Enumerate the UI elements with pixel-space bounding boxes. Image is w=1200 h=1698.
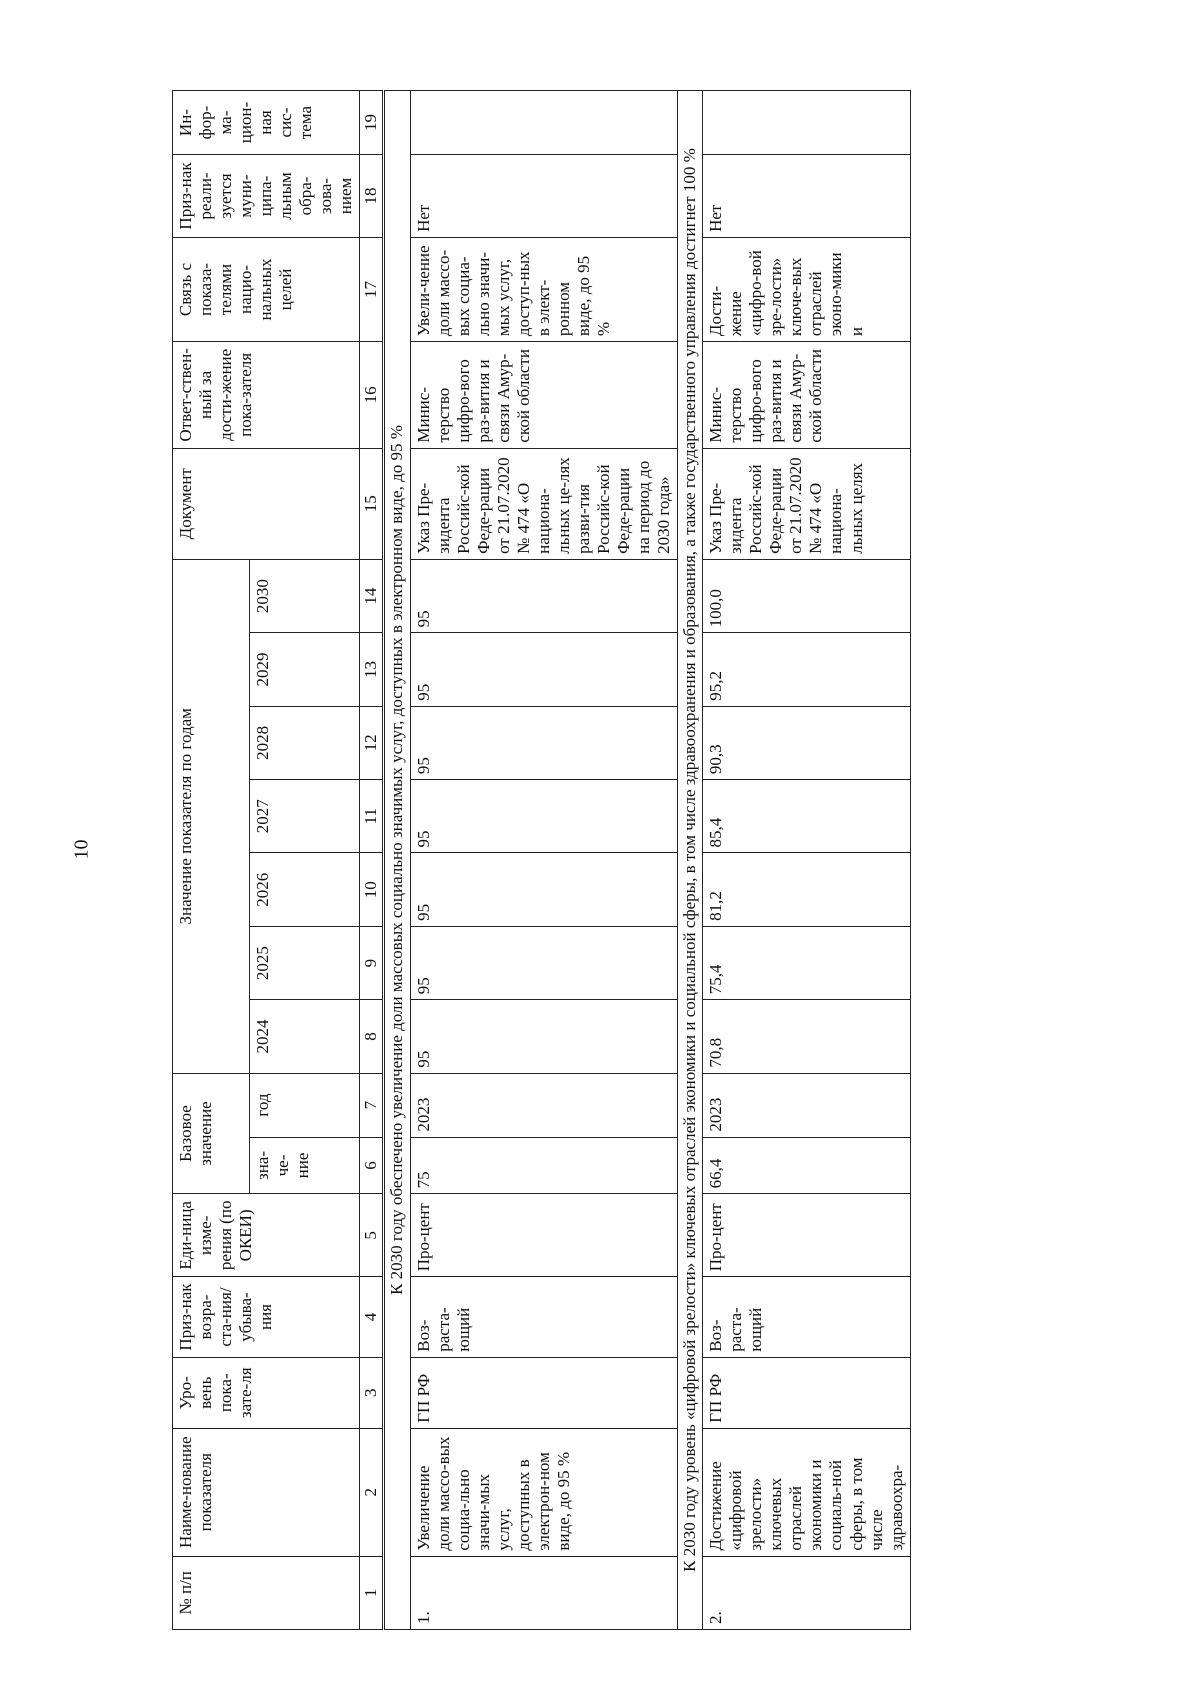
- row-resp: Минис-терство цифро-вого раз-вития и связи Амур-ской области: [410, 342, 678, 449]
- row-value: 95: [410, 633, 678, 706]
- row-link: Дости-жение «цифро-вой зре-лости» ключе-вых отраслей эконо-мики и: [703, 237, 910, 341]
- header-name: Наиме-нование показателя: [173, 1428, 360, 1556]
- row-base-value: 75: [410, 1137, 678, 1194]
- row-base-year: 2023: [410, 1073, 678, 1137]
- row-num: 2.: [703, 1556, 910, 1629]
- row-value: 95: [410, 926, 678, 999]
- header-unit: Еди-ница изме-рения (по ОКЕИ): [173, 1194, 360, 1277]
- indicator-table-wrapper: [172, 90, 1102, 1630]
- header-num: № п/п: [173, 1556, 360, 1629]
- row-value: 85,4: [703, 780, 910, 853]
- column-number: 2: [360, 1428, 384, 1556]
- column-number: 14: [360, 559, 384, 632]
- row-trend: Воз-раста-ющий: [703, 1277, 910, 1357]
- row-name: Увеличение доли массо-вых социа-льно значи-мых услуг, доступных в электрон-ном виде, до 95 %: [410, 1428, 678, 1556]
- column-number: 1: [360, 1556, 384, 1629]
- column-number: 6: [360, 1137, 384, 1194]
- row-value: 81,2: [703, 853, 910, 926]
- row-level: ГП РФ: [410, 1357, 678, 1428]
- header-row-1: [173, 91, 250, 1630]
- row-value: 90,3: [703, 706, 910, 779]
- row-value: 95: [410, 706, 678, 779]
- table-row: [410, 91, 678, 1630]
- row-value: 95: [410, 1000, 678, 1073]
- column-number: 3: [360, 1357, 384, 1428]
- header-municipal: Приз-нак реали-зуется муни-ципа-льным обра-зова-нием: [173, 155, 360, 238]
- row-trend: Воз-раста-ющий: [410, 1277, 678, 1357]
- column-number: 18: [360, 155, 384, 238]
- row-info: [410, 91, 678, 155]
- header-resp: Ответ-ствен-ный за дости-жение пока-зателя: [173, 342, 360, 449]
- row-unit: Про-цент: [410, 1194, 678, 1277]
- header-doc: Документ: [173, 448, 360, 559]
- header-trend: Приз-нак возра-ста-ния/ убыва-ния: [173, 1277, 360, 1357]
- indicator-table: [172, 90, 911, 1630]
- column-number: 4: [360, 1277, 384, 1357]
- header-year: 2025: [250, 926, 360, 999]
- page-number: 10: [70, 839, 93, 860]
- column-number: 10: [360, 853, 384, 926]
- header-link: Связь с показа-телями нацио-нальных целей: [173, 237, 360, 341]
- column-number: 16: [360, 342, 384, 449]
- row-value: 95: [410, 853, 678, 926]
- header-year: 2027: [250, 780, 360, 853]
- header-year: 2024: [250, 1000, 360, 1073]
- row-name: Достижение «цифровой зрелости» ключевых отраслей экономики и социаль-ной сферы, в том числе здравоохра-: [703, 1428, 910, 1556]
- header-year: 2030: [250, 559, 360, 632]
- header-year: 2028: [250, 706, 360, 779]
- row-link: Увели-чение доли массо-вых социа-льно значи-мых услуг, доступ-ных в элект-ронном виде, до 95 %: [410, 237, 678, 341]
- table-row: [703, 91, 910, 1630]
- row-info: [703, 91, 910, 155]
- column-number: 19: [360, 91, 384, 155]
- row-value: 75,4: [703, 926, 910, 999]
- row-level: ГП РФ: [703, 1357, 910, 1428]
- goal-text: К 2030 году уровень «цифровой зрелости» ключевых отраслей экономики и социальной сферы, в том числе здравоохранения и образования, а также государственного управления достигнет 100 %: [678, 91, 703, 1630]
- row-doc: Указ Пре-зидента Российс-кой Феде-рации от 21.07.2020 № 474 «О национа-льных целях: [703, 448, 910, 559]
- header-base: Базовое значение: [173, 1073, 250, 1194]
- header-base-value: зна-че-ние: [250, 1137, 360, 1194]
- column-number: 9: [360, 926, 384, 999]
- row-doc: Указ Пре-зидента Российс-кой Феде-рации от 21.07.2020 № 474 «О национа-льных це-лях разви-тия Российс-кой Феде-рации на период до 2030 года»: [410, 448, 678, 559]
- column-number: 8: [360, 1000, 384, 1073]
- goal-text: К 2030 году обеспечено увеличение доли массовых социально значимых услуг, доступных в электронном виде, до 95 %: [384, 91, 410, 1630]
- row-base-year: 2023: [703, 1073, 910, 1137]
- header-year: 2029: [250, 633, 360, 706]
- row-base-value: 66,4: [703, 1137, 910, 1194]
- row-num: 1.: [410, 1556, 678, 1629]
- column-number: 11: [360, 780, 384, 853]
- row-value: 95: [410, 559, 678, 632]
- column-number: 15: [360, 448, 384, 559]
- row-value: 100,0: [703, 559, 910, 632]
- row-unit: Про-цент: [703, 1194, 910, 1277]
- row-value: 70,8: [703, 1000, 910, 1073]
- row-municipal: Нет: [410, 155, 678, 238]
- row-value: 95,2: [703, 633, 910, 706]
- row-resp: Минис-терство цифро-вого раз-вития и связи Амур-ской области: [703, 342, 910, 449]
- column-number: 7: [360, 1073, 384, 1137]
- column-number: 12: [360, 706, 384, 779]
- column-number: 17: [360, 237, 384, 341]
- row-value: 95: [410, 780, 678, 853]
- column-number: 5: [360, 1194, 384, 1277]
- header-values: Значение показателя по годам: [173, 559, 250, 1073]
- goal-row: [678, 91, 703, 1630]
- column-number-row: [360, 91, 384, 1630]
- header-year: 2026: [250, 853, 360, 926]
- header-info: Ин-фор-ма-цион-ная сис-тема: [173, 91, 360, 155]
- header-base-year: год: [250, 1073, 360, 1137]
- header-level: Уро-вень пока-зате-ля: [173, 1357, 360, 1428]
- goal-row: [384, 91, 410, 1630]
- row-municipal: Нет: [703, 155, 910, 238]
- column-number: 13: [360, 633, 384, 706]
